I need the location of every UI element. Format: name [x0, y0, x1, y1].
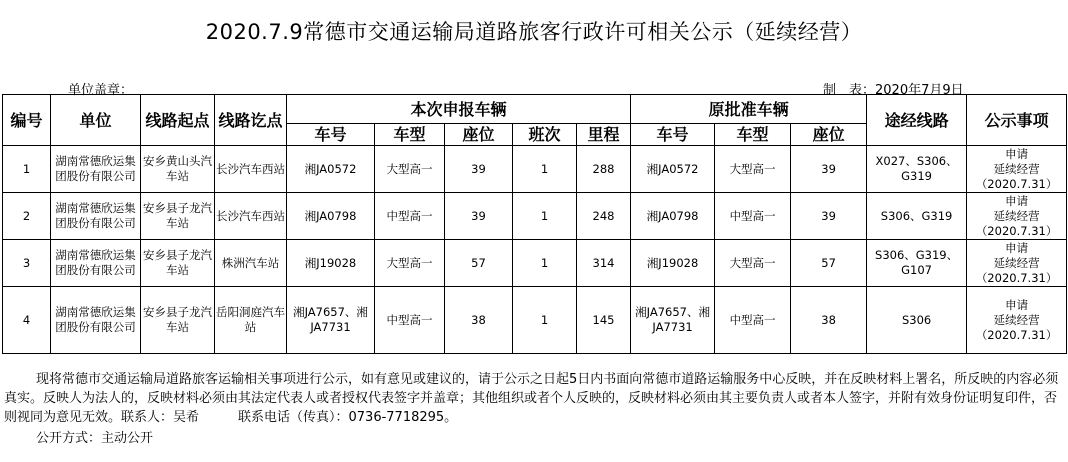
- cell-seats: 39: [445, 193, 513, 240]
- header-plate-approved: 车号: [631, 124, 715, 146]
- cell-type-approved: 大型高一: [715, 146, 791, 193]
- cell-mileage: 314: [577, 240, 631, 287]
- notice-text: 现将常德市交通运输局道路旅客运输相关事项进行公示，如有意见或建议的，请于公示之日起5日内书面向常德市道路运输服务中心反映，并在反映材料上署名，所反映的内容必须真实。反映人为法人的，反映材料必须由其法定代表人或者授权代表签字并盖章；其他组织或者个人反映的，反映材料必须由其主要负责人或者本人签字，并附有效身份证明复印件，否则视同为意见无效。联系人：吴希 联系电话（传真）：0736-7718295。: [4, 372, 1059, 425]
- cell-start: 安乡县子龙汽车站: [141, 240, 215, 287]
- header-route: 途经线路: [867, 95, 967, 146]
- header-matter: 公示事项: [967, 95, 1067, 146]
- cell-route: S306、G319: [867, 193, 967, 240]
- cell-mileage: 145: [577, 287, 631, 354]
- cell-plate-approved: 湘JA0572: [631, 146, 715, 193]
- cell-type-approved: 中型高一: [715, 193, 791, 240]
- cell-type: 大型高一: [375, 240, 445, 287]
- cell-mileage: 288: [577, 146, 631, 193]
- cell-type-approved: 大型高一: [715, 240, 791, 287]
- cell-mileage: 248: [577, 193, 631, 240]
- header-approved: 原批准车辆: [631, 95, 867, 124]
- header-type-approved: 车型: [715, 124, 791, 146]
- cell-plate: 湘JA0572: [287, 146, 375, 193]
- cell-plate-approved: 湘JA0798: [631, 193, 715, 240]
- cell-trips: 1: [513, 287, 577, 354]
- header-mileage: 里程: [577, 124, 631, 146]
- cell-end: 长沙汽车西站: [215, 193, 287, 240]
- cell-start: 安乡县子龙汽车站: [141, 287, 215, 354]
- cell-end: 株洲汽车站: [215, 240, 287, 287]
- header-no: 编号: [3, 95, 51, 146]
- cell-matter: [967, 240, 1067, 287]
- cell-unit: 湖南常德欣运集团股份有限公司: [51, 146, 141, 193]
- cell-seats: 39: [445, 146, 513, 193]
- cell-start: 安乡县子龙汽车站: [141, 193, 215, 240]
- cell-type: 中型高一: [375, 193, 445, 240]
- table-row: [3, 193, 1067, 240]
- cell-seats: 38: [445, 287, 513, 354]
- cell-type-approved: 中型高一: [715, 287, 791, 354]
- cell-end: 长沙汽车西站: [215, 146, 287, 193]
- table-row: [3, 287, 1067, 354]
- cell-no: 3: [3, 240, 51, 287]
- cell-plate-approved: 湘J19028: [631, 240, 715, 287]
- cell-trips: 1: [513, 193, 577, 240]
- table-row: [3, 240, 1067, 287]
- cell-no: 1: [3, 146, 51, 193]
- cell-seats: 57: [445, 240, 513, 287]
- cell-matter: [967, 193, 1067, 240]
- header-plate: 车号: [287, 124, 375, 146]
- cell-unit: 湖南常德欣运集团股份有限公司: [51, 240, 141, 287]
- cell-seats-approved: 39: [791, 146, 867, 193]
- cell-route: X027、S306、G319: [867, 146, 967, 193]
- cell-no: 4: [3, 287, 51, 354]
- header-unit: 单位: [51, 95, 141, 146]
- matter-line: 延续经营: [993, 208, 1040, 223]
- header-type: 车型: [375, 124, 445, 146]
- matter-line: 申请: [1005, 297, 1029, 312]
- cell-plate: 湘JA0798: [287, 193, 375, 240]
- cell-type: 大型高一: [375, 146, 445, 193]
- cell-trips: 1: [513, 240, 577, 287]
- header-reported: 本次申报车辆: [287, 95, 631, 124]
- cell-route: S306、G319、G107: [867, 240, 967, 287]
- matter-line: 申请: [1005, 240, 1029, 255]
- cell-start: 安乡黄山头汽车站: [141, 146, 215, 193]
- cell-plate-approved: 湘JA7657、湘JA7731: [631, 287, 715, 354]
- header-seats-approved: 座位: [791, 124, 867, 146]
- header-trips: 班次: [513, 124, 577, 146]
- cell-route: S306: [867, 287, 967, 354]
- cell-plate: 湘JA7657、湘JA7731: [287, 287, 375, 354]
- header-end: 线路讫点: [215, 95, 287, 146]
- cell-unit: 湖南常德欣运集团股份有限公司: [51, 287, 141, 354]
- cell-end: 岳阳洞庭汽车站: [215, 287, 287, 354]
- header-seats: 座位: [445, 124, 513, 146]
- matter-line: 延续经营: [993, 255, 1040, 270]
- matter-line: （2020.7.31）: [975, 223, 1058, 238]
- cell-seats-approved: 38: [791, 287, 867, 354]
- matter-line: 申请: [1005, 146, 1029, 161]
- disclosure-method: 公开方式：主动公开: [36, 431, 154, 446]
- cell-unit: 湖南常德欣运集团股份有限公司: [51, 193, 141, 240]
- seal-label: 单位盖章：: [68, 83, 134, 98]
- cell-trips: 1: [513, 146, 577, 193]
- matter-line: 申请: [1005, 193, 1029, 208]
- cell-matter: [967, 146, 1067, 193]
- matter-line: （2020.7.31）: [975, 270, 1058, 285]
- matter-line: （2020.7.31）: [975, 176, 1058, 191]
- page-title: 2020.7.9常德市交通运输局道路旅客行政许可相关公示（延续经营）: [205, 20, 863, 44]
- permit-table: [2, 94, 1067, 354]
- cell-seats-approved: 57: [791, 240, 867, 287]
- cell-matter: [967, 287, 1067, 354]
- matter-line: 延续经营: [993, 312, 1040, 327]
- cell-type: 中型高一: [375, 287, 445, 354]
- matter-line: 延续经营: [993, 161, 1040, 176]
- table-row: [3, 146, 1067, 193]
- cell-no: 2: [3, 193, 51, 240]
- made-date: 制 表：2020年7月9日: [823, 83, 964, 98]
- cell-plate: 湘J19028: [287, 240, 375, 287]
- matter-line: （2020.7.31）: [975, 327, 1058, 342]
- header-start: 线路起点: [141, 95, 215, 146]
- cell-seats-approved: 39: [791, 193, 867, 240]
